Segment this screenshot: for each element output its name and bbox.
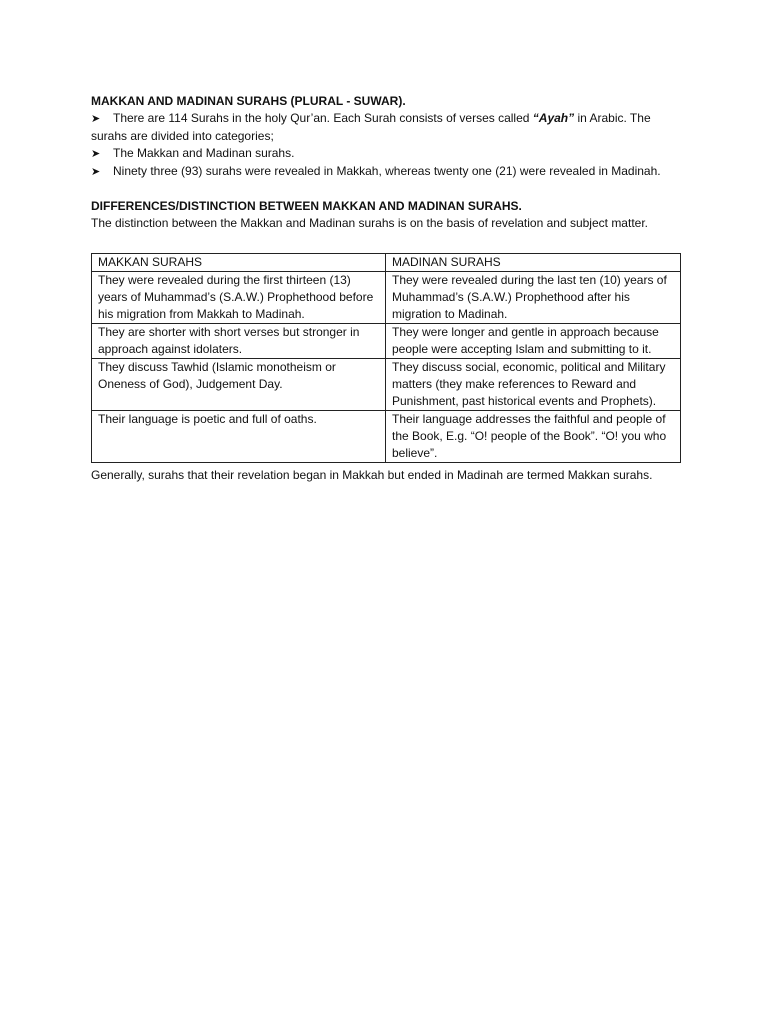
ayah-emphasis: “Ayah” [532, 111, 575, 125]
table-cell: Their language addresses the faithful and people of the Book, E.g. “O! people of the Book”. “O! you who believe”. [386, 411, 681, 463]
section-heading-makkan-madinan: MAKKAN AND MADINAN SURAHS (PLURAL - SUWAR). [91, 94, 406, 108]
table-cell: They were revealed during the last ten (10) years of Muhammad’s (S.A.W.) Prophethood after his migration to Madinah. [386, 272, 681, 324]
bullet-text: Ninety three (93) surahs were revealed in Makkah, whereas twenty one (21) were revealed in Madinah. [113, 164, 661, 178]
bullet-text-after: in Arabic. The surahs are divided into categories; [91, 111, 651, 143]
bullet-text: The Makkan and Madinan surahs. [113, 146, 295, 160]
table-row [92, 272, 681, 324]
intro-paragraph: The distinction between the Makkan and Madinan surahs is on the basis of revelation and subject matter. [91, 216, 648, 230]
column-header-makkan: MAKKAN SURAHS [92, 254, 386, 272]
table-row [92, 324, 681, 359]
table-cell: They were longer and gentle in approach because people were accepting Islam and submitting to it. [386, 324, 681, 359]
bullet-text-before: There are 114 Surahs in the holy Qur’an. Each Surah consists of verses called [113, 111, 533, 125]
arrowhead-bullet-icon: ➤ [91, 113, 101, 125]
table-cell: They discuss social, economic, political and Military matters (they make references to Reward and Punishment, past historical events and Prophets). [386, 359, 681, 411]
section-heading-differences: DIFFERENCES/DISTINCTION BETWEEN MAKKAN AND MADINAN SURAHS. [91, 199, 522, 213]
closing-paragraph: Generally, surahs that their revelation began in Makkah but ended in Madinah are termed Makkan surahs. [91, 468, 653, 482]
table-header-row [92, 254, 681, 272]
column-header-madinan: MADINAN SURAHS [386, 254, 681, 272]
table-row [92, 359, 681, 411]
arrowhead-bullet-icon: ➤ [91, 148, 101, 160]
table-cell: They were revealed during the first thirteen (13) years of Muhammad’s (S.A.W.) Prophethood before his migration from Makkah to Madinah. [92, 272, 386, 324]
comparison-table [91, 253, 681, 463]
bullet-item [91, 110, 679, 145]
table-cell: They discuss Tawhid (Islamic monotheism or Oneness of God), Judgement Day. [92, 359, 386, 411]
table-cell: Their language is poetic and full of oaths. [92, 411, 386, 463]
bullet-item [91, 145, 679, 163]
table-cell: They are shorter with short verses but stronger in approach against idolaters. [92, 324, 386, 359]
table-row [92, 411, 681, 463]
arrowhead-bullet-icon: ➤ [91, 166, 101, 178]
bullet-item [91, 163, 679, 181]
document-content [91, 93, 679, 486]
